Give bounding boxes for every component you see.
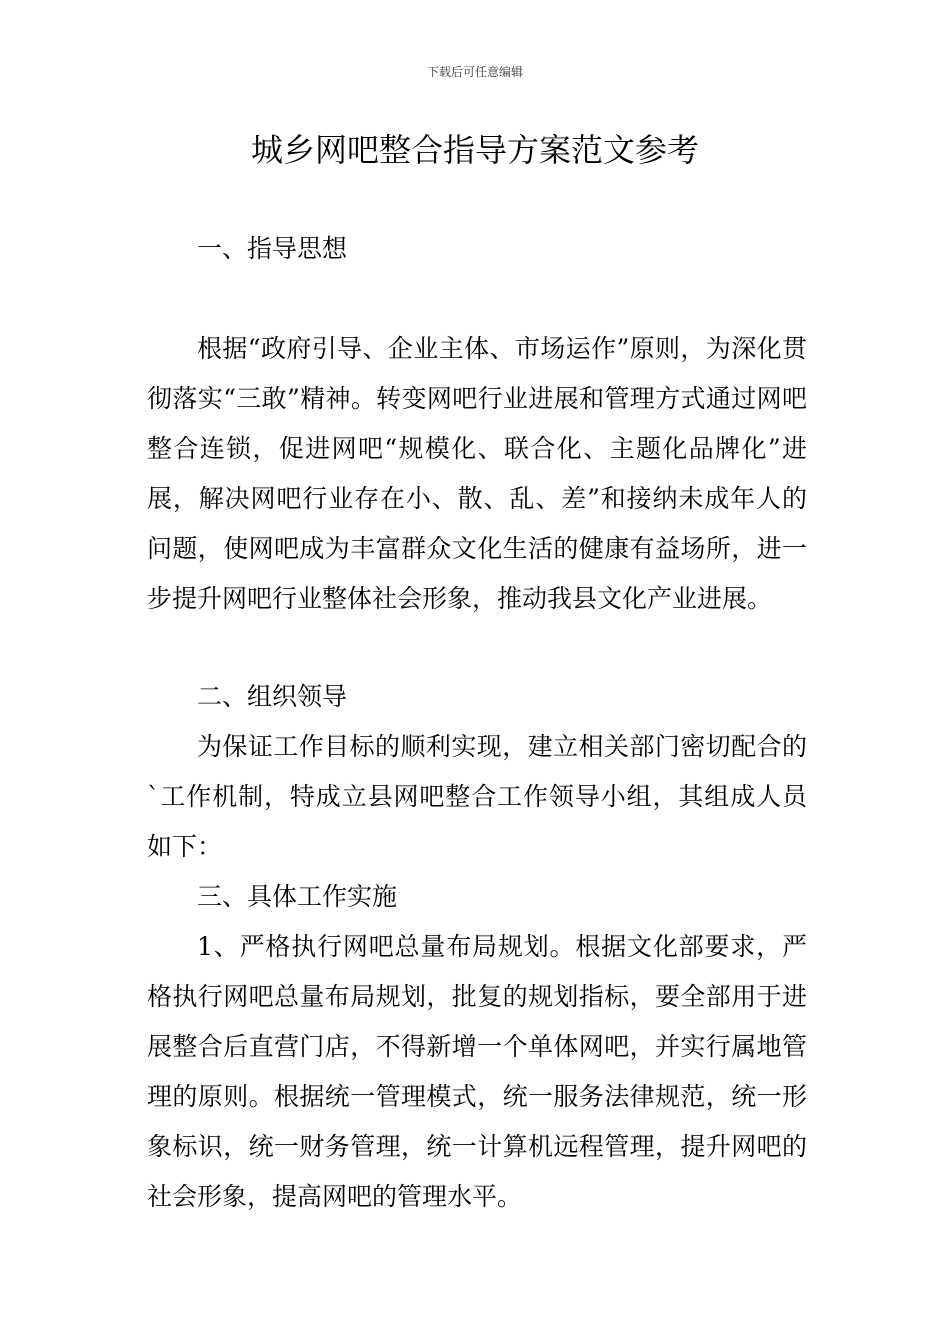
section-heading-guiding-ideology: 一、指导思想 xyxy=(197,234,348,263)
section-heading-organization: 二、组织领导 xyxy=(197,682,348,711)
page-header-note: 下载后可任意编辑 xyxy=(426,65,523,79)
document-title: 城乡网吧整合指导方案范文参考 xyxy=(250,131,699,169)
paragraph-organization: 为保证工作目标的顺利实现，建立相关部门密切配合的`工作机制，特成立县网吧整合工作领导小组，其组成人员如下： xyxy=(147,732,807,861)
paragraph-guiding-ideology: 根据“政府引导、企业主体、市场运作”原则，为深化贯彻落实“三敢”精神。转变网吧行业进展和管理方式通过网吧整合连锁，促进网吧“规模化、联合化、主题化品牌化”进展，解决网吧行业存在小、散、乱、差”和接纳未成年人的问题，使网吧成为丰富群众文化生活的健康有益场所，进一步提升网吧行业整体社会形象，推动我县文化产业进展。 xyxy=(147,334,807,613)
paragraph-implementation-item-1: 1、严格执行网吧总量布局规划。根据文化部要求，严格执行网吧总量布局规划，批复的规划指标，要全部用于进展整合后直营门店，不得新增一个单体网吧，并实行属地管理的原则。根据统一管理模式，统一服务法律规范，统一形象标识，统一财务管理，统一计算机远程管理，提升网吧的社会形象，提高网吧的管理水平。 xyxy=(147,932,807,1211)
section-heading-implementation: 三、具体工作实施 xyxy=(197,882,398,911)
